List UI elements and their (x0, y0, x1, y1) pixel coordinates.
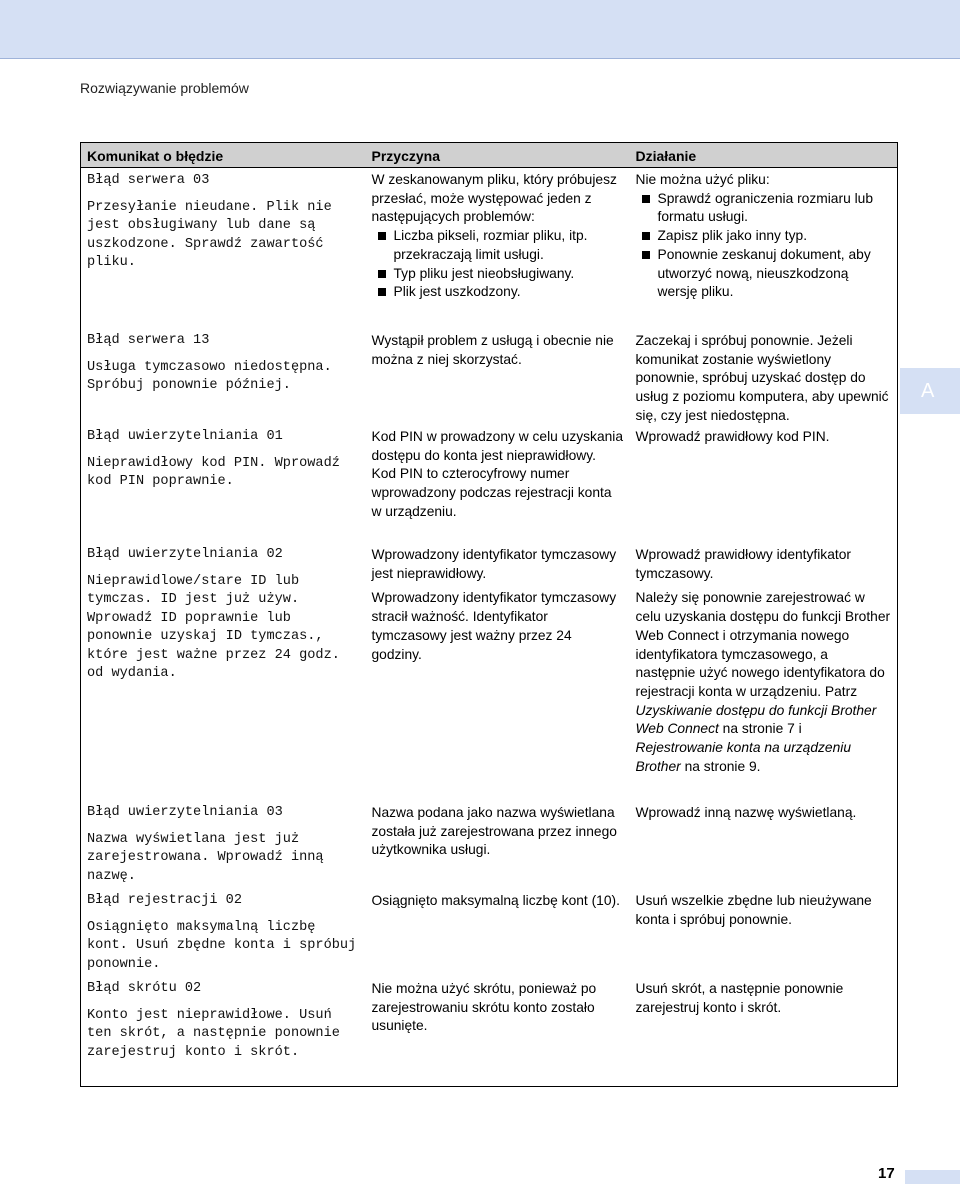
error-text: Nieprawidłowy kod PIN. Wprowadź kod PIN poprawnie. (87, 455, 340, 489)
error-code: Błąd uwierzytelniania 03 (87, 805, 283, 820)
cause-cell: Kod PIN w prowadzony w celu uzyskania dostępu do konta jest nieprawidłowy. Kod PIN to czterocyfrowy numer wprowadzony podczas rejestracji konta w urządzeniu. (371, 429, 624, 519)
appendix-tab (900, 368, 960, 414)
cause-intro: W zeskanowanym pliku, który próbujesz przesłać, może występować jeden z następujących problemów: (371, 172, 617, 225)
action-cell: Usuń wszelkie zbędne lub nieużywane konta i spróbuj ponownie. (635, 893, 872, 927)
error-text: Usługa tymczasowo niedostępna. Spróbuj ponownie później. (87, 359, 332, 393)
table-row (81, 892, 898, 980)
cause-cell: Nie można użyć skrótu, ponieważ po zarejestrowaniu skrótu konto zostało usunięte. (371, 981, 597, 1034)
list-item: Liczba pikseli, rozmiar pliku, itp. przekraczają limit usługi. (372, 227, 624, 264)
list-item: Typ pliku jest nieobsługiwany. (372, 265, 624, 284)
error-message-table (80, 142, 898, 1087)
appendix-tab-letter: A (921, 380, 935, 402)
error-text: Osiągnięto maksymalną liczbę kont. Usuń zbędne konta i spróbuj ponownie. (87, 919, 357, 972)
action-text-invalid: Wprowadź prawidłowy identyfikator tymczasowy. (635, 547, 851, 581)
table-row (81, 804, 898, 892)
footer-band (905, 1170, 960, 1184)
bullet-icon (642, 232, 650, 240)
table-row (81, 428, 898, 546)
action-cell: Usuń skrót, a następnie ponownie zarejestruj konto i skrót. (635, 981, 844, 1015)
cause-text-invalid: Wprowadzony identyfikator tymczasowy jest nieprawidłowy. (371, 547, 617, 581)
error-code: Błąd uwierzytelniania 02 (87, 547, 283, 562)
action-intro: Nie można użyć pliku: (635, 172, 770, 187)
column-header-cause: Przyczyna (366, 143, 630, 168)
reference-link-register-account[interactable]: Rejestrowanie konta na urządzeniu Brother (635, 740, 852, 774)
bullet-icon (642, 195, 650, 203)
error-text: Nazwa wyświetlana jest już zarejestrowana. Wprowadź inną nazwę. (87, 831, 324, 884)
list-item: Plik jest uszkodzony. (372, 283, 624, 302)
error-code: Błąd rejestracji 02 (87, 893, 242, 908)
column-header-message: Komunikat o błędzie (81, 143, 366, 168)
error-code: Błąd serwera 13 (87, 333, 210, 348)
table-row (81, 546, 898, 804)
error-text: Konto jest nieprawidłowe. Usuń ten skrót, a następnie ponownie zarejestruj konto i skrót. (87, 1007, 340, 1060)
error-text: Nieprawidlowe/stare ID lub tymczas. ID jest już używ. Wprowadź ID poprawnie lub ponownie uzyskaj ID tymczas., które jest ważne przez 24 godz. od wydania. (87, 573, 340, 681)
action-cell (630, 168, 898, 333)
message-cell (81, 892, 366, 980)
page-number: 17 (878, 1165, 895, 1182)
cause-cell (366, 168, 630, 333)
message-cell (81, 428, 366, 546)
column-header-action: Działanie (630, 143, 898, 168)
message-cell (81, 804, 366, 892)
table-row (81, 168, 898, 333)
message-cell (81, 546, 366, 804)
error-code: Błąd skrótu 02 (87, 981, 202, 996)
top-header-band (0, 0, 960, 59)
action-cell (630, 546, 898, 804)
message-cell (81, 332, 366, 428)
action-text-expired: Należy się ponownie zarejestrować w celu uzyskania dostępu do funkcji Brother Web Connect i otrzymania nowego identyfikatora tymczasowego, a następnie użyć nowego identyfikatora do rejestracji konta w urządzeniu. Patrz Uzyskiwanie dostępu do funkcji Brother Web Connect na stronie 7 i Rejestrowanie konta na urządzeniu Brother na stronie 9. (635, 590, 891, 774)
error-text: Przesyłanie nieudane. Plik nie jest obsługiwany lub dane są uszkodzone. Sprawdź zawartość pliku. (87, 199, 332, 270)
table-row (81, 980, 898, 1087)
message-cell (81, 980, 366, 1087)
reference-link-web-connect[interactable]: Uzyskiwanie dostępu do funkcji Brother Web Connect (635, 702, 877, 737)
table-header-row (81, 143, 898, 168)
table-row (81, 332, 898, 428)
cause-list (372, 227, 624, 302)
error-code: Błąd uwierzytelniania 01 (87, 429, 283, 444)
error-code: Błąd serwera 03 (87, 173, 210, 188)
message-cell (81, 168, 366, 333)
list-item: Ponownie zeskanuj dokument, aby utworzyć nową, nieuszkodzoną wersję pliku. (636, 246, 892, 302)
bullet-icon (378, 232, 386, 240)
action-list (636, 190, 892, 302)
cause-cell (366, 546, 630, 804)
cause-cell: Osiągnięto maksymalną liczbę kont (10). (371, 893, 620, 908)
action-cell: Zaczekaj i spróbuj ponownie. Jeżeli komunikat zostanie wyświetlony ponownie, spróbuj uzyskać dostęp do usług z poziomu komputera, aby upewnić się, czy jest niedostępna. (635, 333, 889, 423)
bullet-icon (378, 288, 386, 296)
cause-cell: Wystąpił problem z usługą i obecnie nie można z niej skorzystać. (371, 333, 614, 367)
cause-cell: Nazwa podana jako nazwa wyświetlana została już zarejestrowana przez innego użytkownika usługi. (371, 805, 617, 858)
action-cell: Wprowadź inną nazwę wyświetlaną. (635, 805, 857, 820)
action-cell: Wprowadź prawidłowy kod PIN. (635, 429, 830, 444)
list-item: Zapisz plik jako inny typ. (636, 227, 892, 246)
bullet-icon (642, 251, 650, 259)
list-item: Sprawdź ograniczenia rozmiaru lub formatu usługi. (636, 190, 892, 227)
bullet-icon (378, 270, 386, 278)
cause-text-expired: Wprowadzony identyfikator tymczasowy stracił ważność. Identyfikator tymczasowy jest ważny przez 24 godziny. (371, 590, 617, 662)
running-header: Rozwiązywanie problemów (80, 80, 249, 96)
